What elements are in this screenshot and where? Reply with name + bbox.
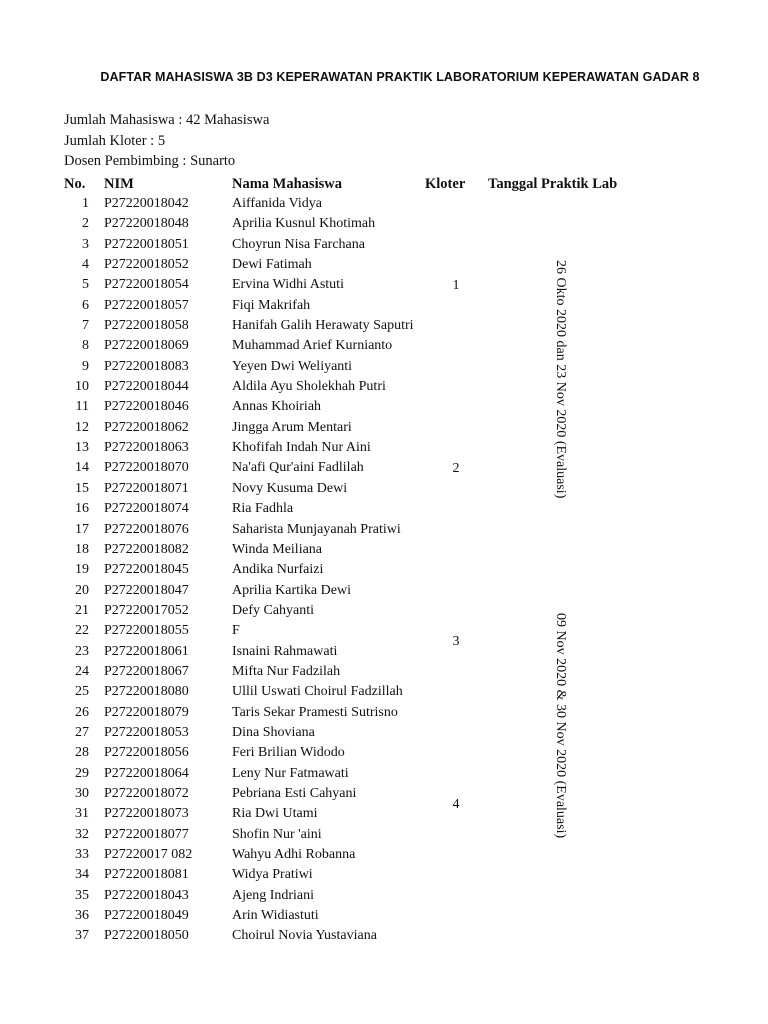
row-nim: P27220018044 bbox=[104, 379, 189, 395]
row-no: 3 bbox=[82, 236, 89, 252]
table-row bbox=[0, 705, 768, 725]
row-nim: P27220018053 bbox=[104, 724, 189, 740]
row-no: 19 bbox=[75, 562, 89, 578]
row-nama: Ria Fadhla bbox=[232, 501, 294, 517]
table-row bbox=[0, 501, 768, 521]
row-no: 14 bbox=[75, 460, 89, 476]
row-no: 27 bbox=[75, 724, 89, 740]
row-nim: P27220018071 bbox=[104, 480, 189, 496]
row-nama: Na'afi Qur'aini Fadlilah bbox=[232, 460, 364, 476]
table-row bbox=[0, 766, 768, 786]
kloter-label: 2 bbox=[452, 460, 460, 476]
kloter-label: 4 bbox=[452, 796, 460, 812]
table-row bbox=[0, 888, 768, 908]
table-row bbox=[0, 908, 768, 928]
tanggal-praktik-text: 26 Okto 2020 dan 23 Nov 2020 (Evaluasi) bbox=[553, 259, 568, 499]
table-row bbox=[0, 399, 768, 419]
header-tanggal: Tanggal Praktik Lab bbox=[488, 176, 618, 192]
table-row bbox=[0, 644, 768, 664]
row-no: 20 bbox=[75, 582, 89, 598]
row-nama: Ullil Uswati Choirul Fadzillah bbox=[232, 684, 403, 700]
row-nama: Shofin Nur 'aini bbox=[232, 826, 322, 842]
row-nim: P27220018048 bbox=[104, 216, 189, 232]
row-no: 24 bbox=[75, 663, 89, 679]
row-no: 25 bbox=[75, 684, 89, 700]
row-no: 18 bbox=[75, 541, 89, 557]
row-nama: Yeyen Dwi Weliyanti bbox=[232, 358, 353, 374]
row-no: 4 bbox=[82, 257, 89, 273]
table-row bbox=[0, 542, 768, 562]
row-nama: Novy Kusuma Dewi bbox=[232, 480, 348, 496]
row-nama: Winda Meiliana bbox=[232, 541, 323, 557]
row-no: 37 bbox=[75, 928, 89, 944]
row-no: 11 bbox=[75, 399, 89, 415]
row-nim: P27220018049 bbox=[104, 908, 189, 924]
row-nim: P27220018050 bbox=[104, 928, 189, 944]
kloter-label: 3 bbox=[452, 633, 460, 649]
table-row bbox=[0, 237, 768, 257]
row-nama: Aprilia Kartika Dewi bbox=[232, 582, 351, 598]
table-row bbox=[0, 481, 768, 501]
table-row bbox=[0, 806, 768, 826]
row-no: 35 bbox=[75, 887, 89, 903]
row-no: 15 bbox=[75, 480, 89, 496]
table-row bbox=[0, 867, 768, 887]
row-no: 1 bbox=[82, 196, 89, 211]
row-nim: P27220018080 bbox=[104, 684, 189, 700]
row-nim: P27220018054 bbox=[104, 277, 189, 293]
header-nim: NIM bbox=[104, 176, 134, 192]
table-row bbox=[0, 928, 768, 948]
row-nama: Dewi Fatimah bbox=[232, 257, 312, 273]
table-row bbox=[0, 379, 768, 399]
table-row bbox=[0, 786, 768, 806]
table-row bbox=[0, 420, 768, 440]
row-no: 5 bbox=[82, 277, 89, 293]
row-nama: Annas Khoiriah bbox=[232, 399, 322, 415]
table-row bbox=[0, 725, 768, 745]
table-row bbox=[0, 623, 768, 643]
row-nama: Aiffanida Vidya bbox=[232, 196, 323, 211]
row-nama: Ervina Widhi Astuti bbox=[232, 277, 344, 293]
row-nama: Feri Brilian Widodo bbox=[232, 745, 345, 761]
row-nama: F bbox=[232, 623, 240, 639]
row-nim: P27220017052 bbox=[104, 602, 189, 618]
row-no: 29 bbox=[75, 765, 89, 781]
row-nim: P27220018042 bbox=[104, 196, 189, 211]
jumlah-mahasiswa-text: Jumlah Mahasiswa : 42 Mahasiswa bbox=[64, 112, 270, 128]
table-row bbox=[0, 745, 768, 765]
row-nim: P27220018051 bbox=[104, 236, 189, 252]
row-no: 26 bbox=[75, 704, 89, 720]
row-nim: P27220018083 bbox=[104, 358, 189, 374]
row-no: 7 bbox=[82, 318, 89, 334]
row-no: 8 bbox=[82, 338, 89, 354]
row-no: 9 bbox=[82, 358, 89, 374]
dosen-pembimbing-text: Dosen Pembimbing : Sunarto bbox=[64, 153, 236, 169]
row-nama: Isnaini Rahmawati bbox=[232, 643, 338, 659]
row-nama: Choirul Novia Yustaviana bbox=[232, 928, 377, 944]
row-no: 10 bbox=[75, 379, 89, 395]
row-nama: Widya Pratiwi bbox=[232, 867, 313, 883]
row-nama: Pebriana Esti Cahyani bbox=[232, 785, 357, 801]
table-row bbox=[0, 460, 768, 480]
row-nim: P27220018058 bbox=[104, 318, 189, 334]
row-nama: Mifta Nur Fadzilah bbox=[232, 663, 341, 679]
row-no: 2 bbox=[82, 216, 89, 232]
row-no: 16 bbox=[75, 501, 89, 517]
row-no: 17 bbox=[75, 521, 89, 537]
jumlah-kloter-text: Jumlah Kloter : 5 bbox=[64, 133, 166, 149]
row-nama: Aprilia Kusnul Khotimah bbox=[232, 216, 376, 232]
table-row bbox=[0, 827, 768, 847]
row-no: 22 bbox=[75, 623, 89, 639]
tanggal-praktik-cell bbox=[552, 562, 572, 888]
row-nama: Saharista Munjayanah Pratiwi bbox=[232, 521, 401, 537]
table-row bbox=[0, 562, 768, 582]
table-row bbox=[0, 318, 768, 338]
table-row bbox=[0, 847, 768, 867]
table-row bbox=[0, 338, 768, 358]
table-row bbox=[0, 196, 768, 216]
row-nim: P27220018081 bbox=[104, 867, 189, 883]
row-nim: P27220018046 bbox=[104, 399, 189, 415]
table-row bbox=[0, 603, 768, 623]
row-nama: Defy Cahyanti bbox=[232, 602, 315, 618]
row-nim: P27220018079 bbox=[104, 704, 189, 720]
row-no: 30 bbox=[75, 785, 89, 801]
table-row bbox=[0, 257, 768, 277]
row-no: 31 bbox=[75, 806, 89, 822]
header-kloter: Kloter bbox=[425, 176, 466, 192]
row-no: 6 bbox=[82, 297, 89, 313]
row-nim: P27220018043 bbox=[104, 887, 189, 903]
row-nama: Muhammad Arief Kurnianto bbox=[232, 338, 393, 354]
row-no: 34 bbox=[75, 867, 89, 883]
row-nim: P27220018064 bbox=[104, 765, 189, 781]
row-nama: Leny Nur Fatmawati bbox=[232, 765, 349, 781]
row-nama: Andika Nurfaizi bbox=[232, 562, 324, 578]
header-nama: Nama Mahasiswa bbox=[232, 176, 342, 192]
row-no: 12 bbox=[75, 419, 89, 435]
row-nim: P27220017 082 bbox=[104, 847, 193, 862]
row-nim: P27220018070 bbox=[104, 460, 189, 476]
row-nama: Hanifah Galih Herawaty Saputri bbox=[232, 318, 414, 334]
document-title: DAFTAR MAHASISWA 3B D3 KEPERAWATAN PRAKTIK LABORATORIUM KEPERAWATAN GADAR 8 bbox=[100, 70, 700, 84]
row-nim: P27220018063 bbox=[104, 440, 189, 456]
row-nim: P27220018052 bbox=[104, 257, 189, 273]
table-row bbox=[0, 298, 768, 318]
row-nama: Khofifah Indah Nur Aini bbox=[232, 440, 371, 456]
row-no: 21 bbox=[75, 602, 89, 618]
row-nim: P27220018057 bbox=[104, 297, 189, 313]
row-nim: P27220018074 bbox=[104, 501, 189, 517]
table-row bbox=[0, 216, 768, 236]
row-no: 32 bbox=[75, 826, 89, 842]
tanggal-praktik-text: 09 Nov 2020 & 30 Nov 2020 (Evaluasi) bbox=[553, 612, 568, 838]
row-no: 33 bbox=[75, 847, 89, 862]
table-row bbox=[0, 522, 768, 542]
row-nim: P27220018069 bbox=[104, 338, 189, 354]
row-nim: P27220018067 bbox=[104, 663, 189, 679]
row-nim: P27220018061 bbox=[104, 643, 189, 659]
row-nim: P27220018072 bbox=[104, 785, 189, 801]
row-nama: Dina Shoviana bbox=[232, 724, 315, 740]
row-no: 36 bbox=[75, 908, 89, 924]
row-nama: Wahyu Adhi Robanna bbox=[232, 847, 356, 862]
tanggal-praktik-cell bbox=[552, 196, 572, 562]
kloter-label: 1 bbox=[452, 277, 460, 293]
row-nim: P27220018076 bbox=[104, 521, 189, 537]
row-nama: Ria Dwi Utami bbox=[232, 806, 318, 822]
table-row bbox=[0, 583, 768, 603]
row-nim: P27220018045 bbox=[104, 562, 189, 578]
row-nama: Ajeng Indriani bbox=[232, 887, 315, 903]
row-nama: Aldila Ayu Sholekhah Putri bbox=[232, 379, 386, 395]
row-nim: P27220018056 bbox=[104, 745, 189, 761]
row-nim: P27220018077 bbox=[104, 826, 189, 842]
table-row bbox=[0, 359, 768, 379]
table-row bbox=[0, 277, 768, 297]
header-no: No. bbox=[64, 176, 86, 192]
row-nama: Fiqi Makrifah bbox=[232, 297, 311, 313]
row-nim: P27220018082 bbox=[104, 541, 189, 557]
row-nama: Taris Sekar Pramesti Sutrisno bbox=[232, 704, 398, 720]
row-nim: P27220018062 bbox=[104, 419, 189, 435]
row-nim: P27220018073 bbox=[104, 806, 189, 822]
table-row bbox=[0, 440, 768, 460]
row-no: 28 bbox=[75, 745, 89, 761]
table-row bbox=[0, 684, 768, 704]
row-nim: P27220018055 bbox=[104, 623, 189, 639]
row-nama: Jingga Arum Mentari bbox=[232, 419, 352, 435]
row-no: 13 bbox=[75, 440, 89, 456]
row-nim: P27220018047 bbox=[104, 582, 189, 598]
row-no: 23 bbox=[75, 643, 89, 659]
student-table bbox=[0, 196, 768, 949]
row-nama: Arin Widiastuti bbox=[232, 908, 319, 924]
table-row bbox=[0, 664, 768, 684]
row-nama: Choyrun Nisa Farchana bbox=[232, 236, 365, 252]
